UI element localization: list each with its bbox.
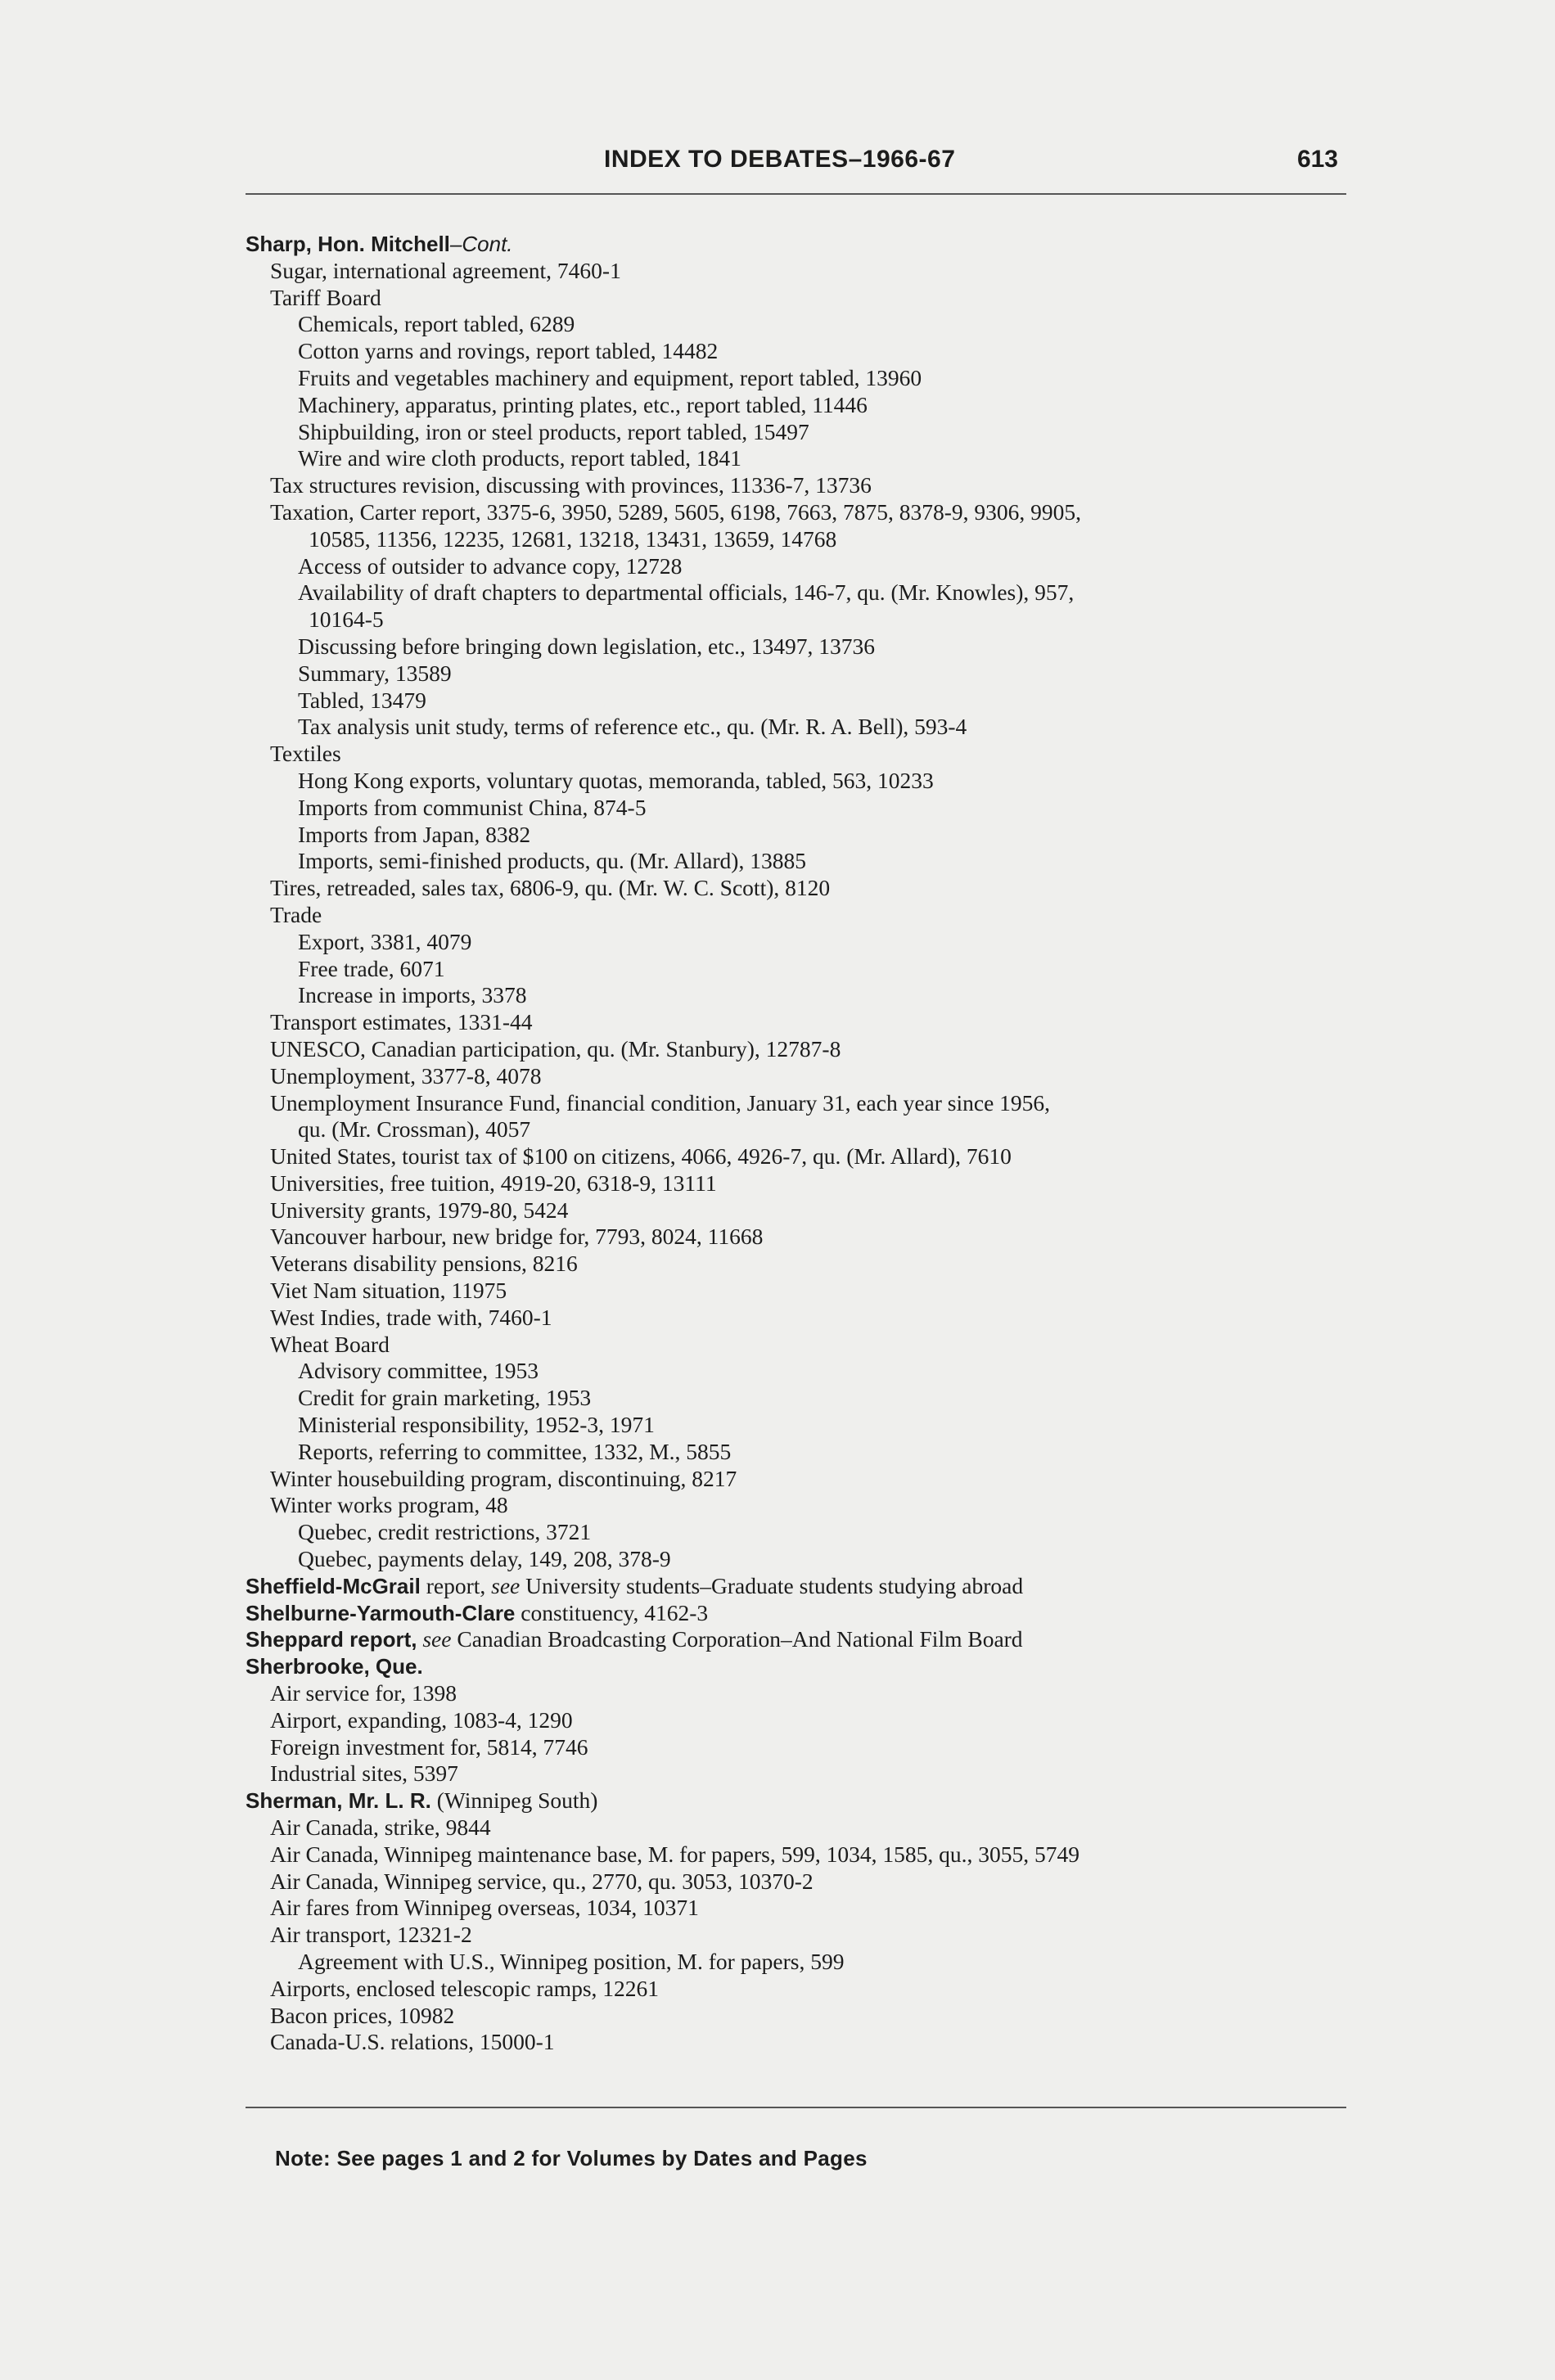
index-subentry [246,1385,1359,1412]
entry-text: Imports from Japan, 8382 [298,821,531,847]
index-subentry [246,1278,1359,1305]
index-subentry [246,1036,1359,1063]
entry-text: Vancouver harbour, new bridge for, 7793, 8024, 11668 [270,1224,764,1250]
index-subentry [246,633,1359,660]
index-subentry [246,472,1359,499]
entry-text: Sugar, international agreement, 7460-1 [270,257,621,283]
entry-text: Textiles [270,741,341,767]
index-subentry [246,1976,1359,2003]
index-subentry [246,1760,1359,1787]
entry-text: UNESCO, Canadian participation, qu. (Mr. Stanbury), 12787-8 [270,1035,841,1062]
entry-text: Imports, semi-finished products, qu. (Mr. Allard), 13885 [298,848,806,874]
index-subentry [246,902,1359,929]
entry-text: Cotton yarns and rovings, report tabled, 14482 [298,338,719,364]
entry-text: Fruits and vegetables machinery and equipment, report tabled, 13960 [298,364,922,390]
entry-heading: Sherbrooke, Que. [246,1654,423,1679]
index-subentry [246,848,1359,875]
index-subentry [246,365,1359,392]
entry-text: Tabled, 13479 [298,687,426,713]
entry-text: 10585, 11356, 12235, 12681, 13218, 13431, 13659, 14768 [309,525,837,552]
index-heading-entry [246,1573,1359,1600]
entry-text: (Winnipeg South) [430,1787,598,1814]
index-heading-entry [246,1653,1359,1680]
header-divider [246,193,1346,195]
index-subentry [246,1922,1359,1949]
index-subentry [246,311,1359,338]
entry-text: Ministerial responsibility, 1952-3, 1971 [298,1412,655,1438]
entry-text: Winter works program, 48 [270,1492,508,1518]
entry-text: constituency, 4162-3 [515,1599,709,1625]
index-subentry [246,687,1359,714]
entry-text: Foreign investment for, 5814, 7746 [270,1733,588,1760]
entry-text: Air Canada, Winnipeg service, qu., 2770, qu. 3053, 10370-2 [270,1868,814,1894]
entry-text: Tires, retreaded, sales tax, 6806-9, qu. (Mr. W. C. Scott), 8120 [270,875,831,901]
entry-text: Tax structures revision, discussing with provinces, 11336-7, 13736 [270,472,872,498]
page-title: INDEX TO DEBATES–1966-67 [604,146,956,173]
entry-text: report, [420,1572,492,1598]
index-subentry [246,1680,1359,1707]
index-subentry [246,1466,1359,1493]
entry-text: Trade [270,901,322,927]
entry-text: Reports, referring to committee, 1332, M., 5855 [298,1438,732,1464]
index-subentry [246,258,1359,285]
index-subentry [246,1197,1359,1224]
index-subentry [246,1439,1359,1466]
index-subentry [246,553,1359,580]
index-subentry [246,1519,1359,1546]
index-subentry [246,1224,1359,1251]
entry-text: Transport estimates, 1331-44 [270,1009,533,1035]
index-subentry [246,1090,1359,1117]
index-subentry [246,526,1359,553]
entry-text: Bacon prices, 10982 [270,2002,455,2028]
entry-heading: Sherman, Mr. L. R. [246,1788,431,1814]
entry-text: University grants, 1979-80, 5424 [270,1197,569,1223]
entry-text: 10164-5 [309,606,384,633]
entry-text: Unemployment, 3377-8, 4078 [270,1062,542,1089]
entry-text: Veterans disability pensions, 8216 [270,1251,578,1277]
index-subentry [246,1170,1359,1197]
entry-text: Free trade, 6071 [298,955,445,981]
entry-text: Summary, 13589 [298,660,452,686]
entry-text: Canadian Broadcasting Corporation–And National Film Board [451,1626,1023,1652]
entry-text: Wire and wire cloth products, report tabled, 1841 [298,445,741,471]
footer-divider [246,2107,1346,2108]
entry-text: Air Canada, strike, 9844 [270,1814,491,1841]
entry-text: Shipbuilding, iron or steel products, report tabled, 15497 [298,418,809,444]
entry-text: Increase in imports, 3378 [298,982,527,1008]
index-subentry [246,1868,1359,1895]
page-header [246,139,1346,188]
entry-text: Advisory committee, 1953 [298,1358,539,1384]
entry-text: Viet Nam situation, 11975 [270,1278,507,1304]
index-subentry [246,822,1359,849]
entry-text: Taxation, Carter report, 3375-6, 3950, 5289, 5605, 6198, 7663, 7875, 8378-9, 9306, 9905, [270,498,1082,525]
index-subentry [246,1143,1359,1170]
entry-text: Export, 3381, 4079 [298,928,472,954]
footer-note: Note: See pages 1 and 2 for Volumes by Dates and Pages [275,2146,868,2170]
index-subentry [246,1251,1359,1278]
index-subentry [246,875,1359,902]
index-subentry [246,579,1359,606]
index-subentry [246,2003,1359,2030]
index-subentry [246,1412,1359,1439]
index-subentry [246,1895,1359,1922]
entry-text: Discussing before bringing down legislation, etc., 13497, 13736 [298,633,875,659]
entry-text: West Indies, trade with, 7460-1 [270,1304,552,1330]
index-subentry [246,982,1359,1009]
index-subentry [246,1063,1359,1090]
entry-text: Machinery, apparatus, printing plates, etc., report tabled, 11446 [298,391,868,417]
index-heading-entry [246,1626,1359,1653]
entry-text: Quebec, payments delay, 149, 208, 378-9 [298,1546,671,1572]
index-subentry [246,1546,1359,1573]
entry-text: Wheat Board [270,1331,390,1357]
index-subentry [246,1358,1359,1385]
entry-text: University students–Graduate students studying abroad [520,1572,1024,1598]
index-subentry [246,285,1359,312]
entry-text: Air fares from Winnipeg overseas, 1034, 10371 [270,1895,699,1921]
entry-text: Tariff Board [270,284,381,310]
entry-text: Air Canada, Winnipeg maintenance base, M. for papers, 599, 1034, 1585, qu., 3055, 5749 [270,1841,1079,1867]
entry-text: Hong Kong exports, voluntary quotas, memoranda, tabled, 563, 10233 [298,767,934,793]
index-subentry [246,741,1359,768]
index-subentry [246,1814,1359,1841]
index-subentry [246,499,1359,526]
entry-text: Canada-U.S. relations, 15000-1 [270,2029,555,2055]
index-heading-entry [246,1787,1359,1814]
index-subentry [246,2029,1359,2056]
index-subentry [246,392,1359,419]
page-number: 613 [1296,146,1338,173]
entry-text: Quebec, credit restrictions, 3721 [298,1519,592,1545]
index-subentry [246,1116,1359,1143]
index-subentry [246,795,1359,822]
index-heading-entry [246,231,1359,258]
entry-text: Universities, free tuition, 4919-20, 6318-9, 13111 [270,1170,717,1196]
index-subentry [246,1009,1359,1036]
entry-text: Tax analysis unit study, terms of reference etc., qu. (Mr. R. A. Bell), 593-4 [298,714,967,740]
entry-text: Agreement with U.S., Winnipeg position, M. for papers, 599 [298,1949,845,1974]
index-subentry [246,660,1359,687]
entry-text: Unemployment Insurance Fund, financial condition, January 31, each year since 1956, [270,1089,1051,1116]
entry-heading: Sheffield-McGrail [246,1573,421,1598]
index-subentry [246,1841,1359,1868]
index-heading-entry [246,1600,1359,1627]
index-subentry [246,338,1359,365]
index-subentry [246,445,1359,472]
index-subentry [246,714,1359,741]
index-subentry [246,956,1359,983]
continued-marker: –Cont. [449,232,513,256]
index-entries [246,231,1359,2056]
entry-text: Airports, enclosed telescopic ramps, 12261 [270,1975,660,2001]
index-subentry [246,929,1359,956]
index-subentry [246,1305,1359,1332]
entry-text: Access of outsider to advance copy, 12728 [298,552,683,579]
entry-text: United States, tourist tax of $100 on citizens, 4066, 4926-7, qu. (Mr. Allard), 7610 [270,1143,1012,1170]
entry-text: qu. (Mr. Crossman), 4057 [298,1116,531,1143]
entry-text: Air transport, 12321-2 [270,1922,472,1948]
index-subentry [246,419,1359,446]
entry-text: Air service for, 1398 [270,1680,457,1706]
index-subentry [246,768,1359,795]
entry-heading: Sheppard report, [246,1627,417,1652]
entry-text: Industrial sites, 5397 [270,1760,458,1787]
entry-text: Availability of draft chapters to departmental officials, 146-7, qu. (Mr. Knowles), 957, [298,579,1075,606]
index-subentry [246,1734,1359,1761]
index-subentry [246,606,1359,633]
index-subentry [246,1332,1359,1359]
see-reference: see [491,1572,521,1598]
entry-text: Airport, expanding, 1083-4, 1290 [270,1706,573,1733]
entry-heading: Sharp, Hon. Mitchell [246,232,450,256]
entry-heading: Shelburne-Yarmouth-Clare [246,1600,516,1625]
index-subentry [246,1949,1359,1976]
see-reference: see [422,1626,452,1652]
entry-text: Imports from communist China, 874-5 [298,794,647,820]
index-subentry [246,1707,1359,1734]
index-subentry [246,1492,1359,1519]
entry-text: Credit for grain marketing, 1953 [298,1385,592,1411]
entry-text: Chemicals, report tabled, 6289 [298,311,575,337]
entry-text: Winter housebuilding program, discontinuing, 8217 [270,1465,737,1491]
